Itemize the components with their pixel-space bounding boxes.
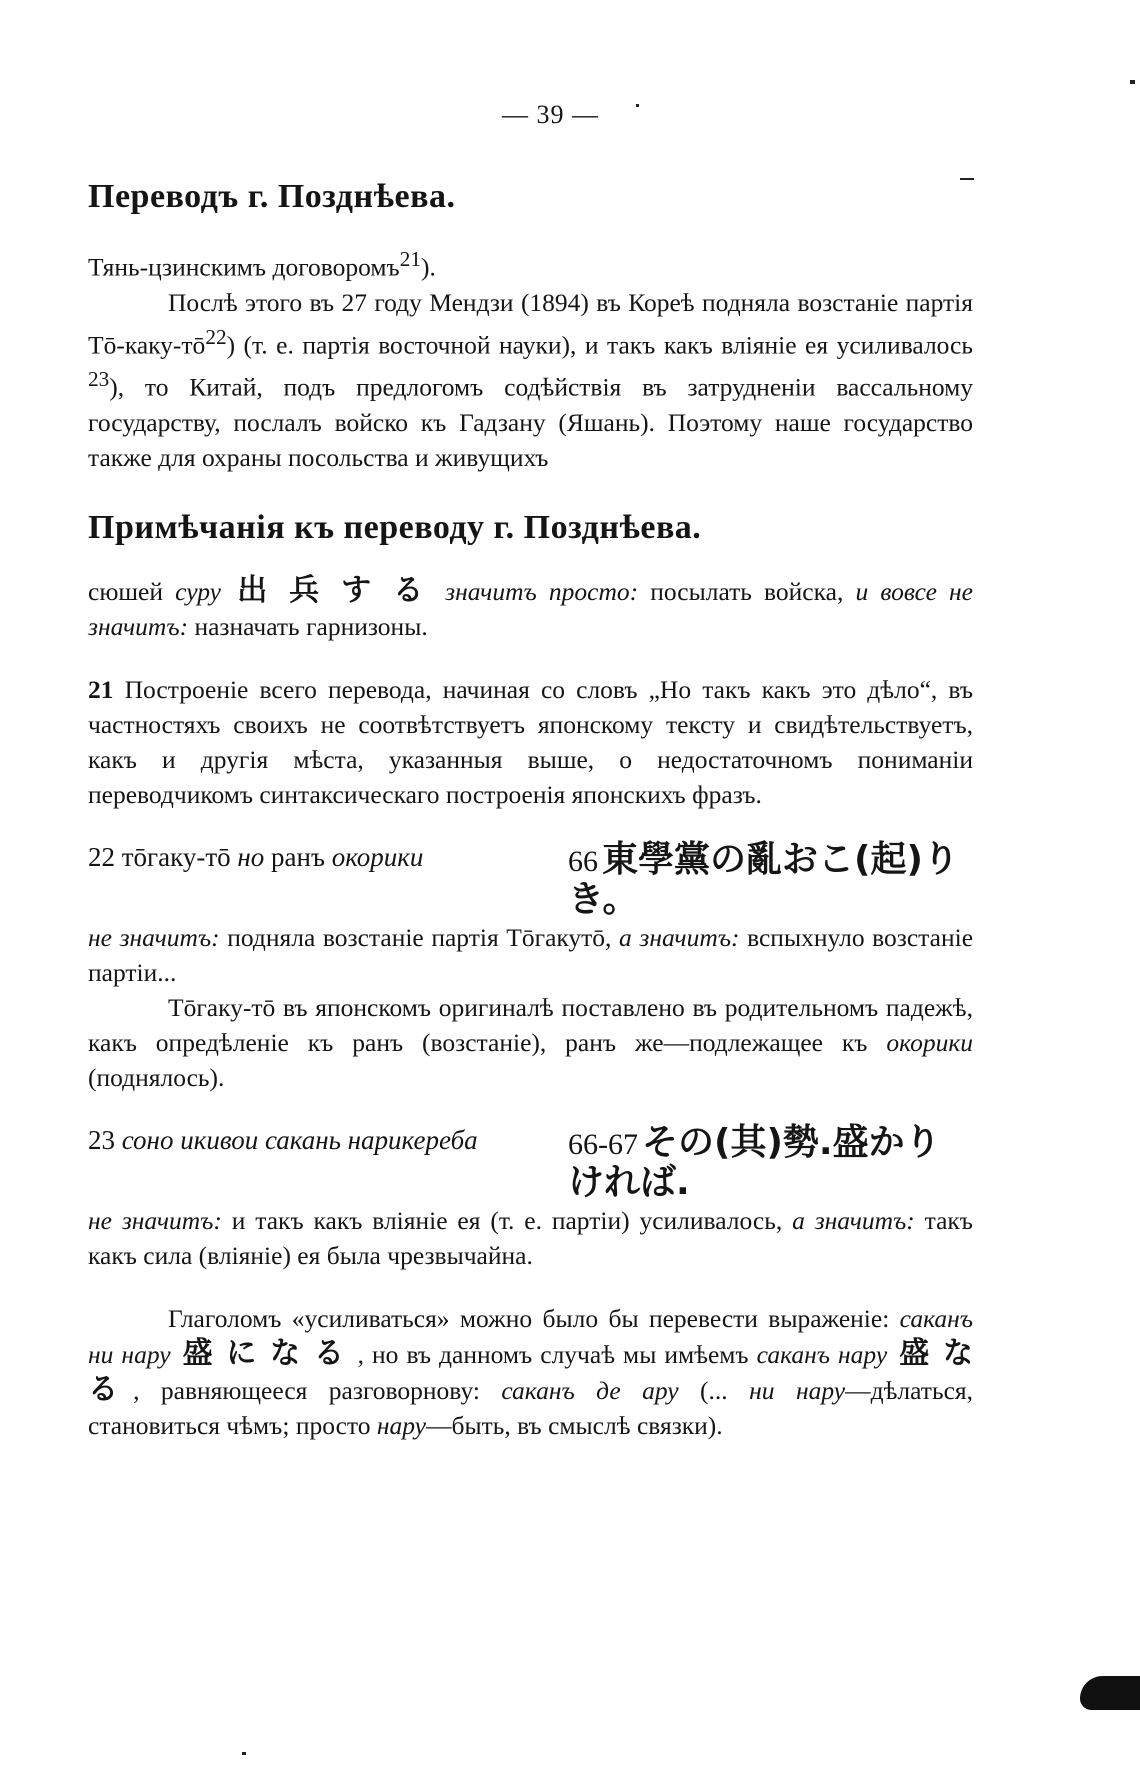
translation-paragraph: Послѣ этого въ 27 году Мендзи (1894) въ Кореѣ подняла возстаніе партія $Тō-каку-тō^{22}$) (т. е. партія восточной науки), и такъ какъ вліяніе ея усиливалось $^{23}$), то Китай, подъ предлогомъ содѣйствія въ затрудненіи вассальному государству, послалъ войско къ Гадзану (Яшань). Поэтому наше государство также для охраны посольства и живущихъ bbox=[88, 287, 973, 472]
note-21: 21 Построеніе всего перевода, начиная со словъ „Но такъ какъ это дѣло“, въ частностяхъ своихъ не соотвѣтствуетъ японскому тексту и свидѣтельствуетъ, какъ и другія мѣста, указанныя выше, о недостаточномъ пониманіи переводчикомъ синтаксическаго построенія японскихъ фразъ. bbox=[88, 674, 974, 809]
note-22-header: 22 тōгаку-тō но ранъ окорики 66 東學黨の亂おこ(起)りき。 bbox=[88, 838, 959, 920]
scan-speck bbox=[960, 178, 974, 180]
book-page bbox=[88, 100, 973, 1443]
final-paragraph: Глаголомъ «усиливаться» можно было бы перевести выраженіе: саканъ ни нару 盛 に な る , но въ данномъ случаѣ мы имѣемъ саканъ нару 盛 な る, равняющееся разговорнову: саканъ де ару (... ни нару—дѣлаться, становиться чѣмъ; просто нару—быть, въ смыслѣ связки). bbox=[88, 1303, 973, 1440]
translation-line: Тянь-цзинскимъ договоромъ$^{21}$). bbox=[88, 247, 436, 282]
translation-heading: Переводъ г. Позднѣева. bbox=[88, 178, 456, 215]
note-continued: сюшей суру 出 兵 す る значитъ просто: посылать войска, и вовсе не значитъ: назначать гарнизоны. bbox=[88, 572, 973, 641]
page-corner-shadow bbox=[1080, 1676, 1140, 1710]
page-number: — 39 — bbox=[502, 100, 599, 129]
note-22-body: не значитъ: подняла возстаніе партія Тōгакутō, а значитъ: вспыхнуло возстаніе партіи... bbox=[88, 922, 974, 987]
scan-speck bbox=[1130, 80, 1135, 84]
note-23-body: не значитъ: и такъ какъ вліяніе ея (т. е. партіи) усиливалось, а значитъ: такъ какъ сила (вліяніе) ея была чрезвычайна. bbox=[88, 1205, 973, 1270]
note-22-explanation: Тōгаку-тō въ японскомъ оригиналѣ поставлено въ родительномъ падежѣ, какъ опредѣленіе къ ранъ (возстаніе), ранъ же—подлежащее къ окорики (поднялось). bbox=[88, 992, 973, 1092]
notes-heading: Примѣчанія къ переводу г. Позднѣева. bbox=[88, 508, 702, 546]
scan-speck bbox=[636, 104, 639, 107]
scan-speck bbox=[242, 1752, 246, 1755]
note-23-header: 23 соно икивои сакань нарикереба 66-67 その(其)勢.盛かりければ. bbox=[88, 1121, 941, 1203]
